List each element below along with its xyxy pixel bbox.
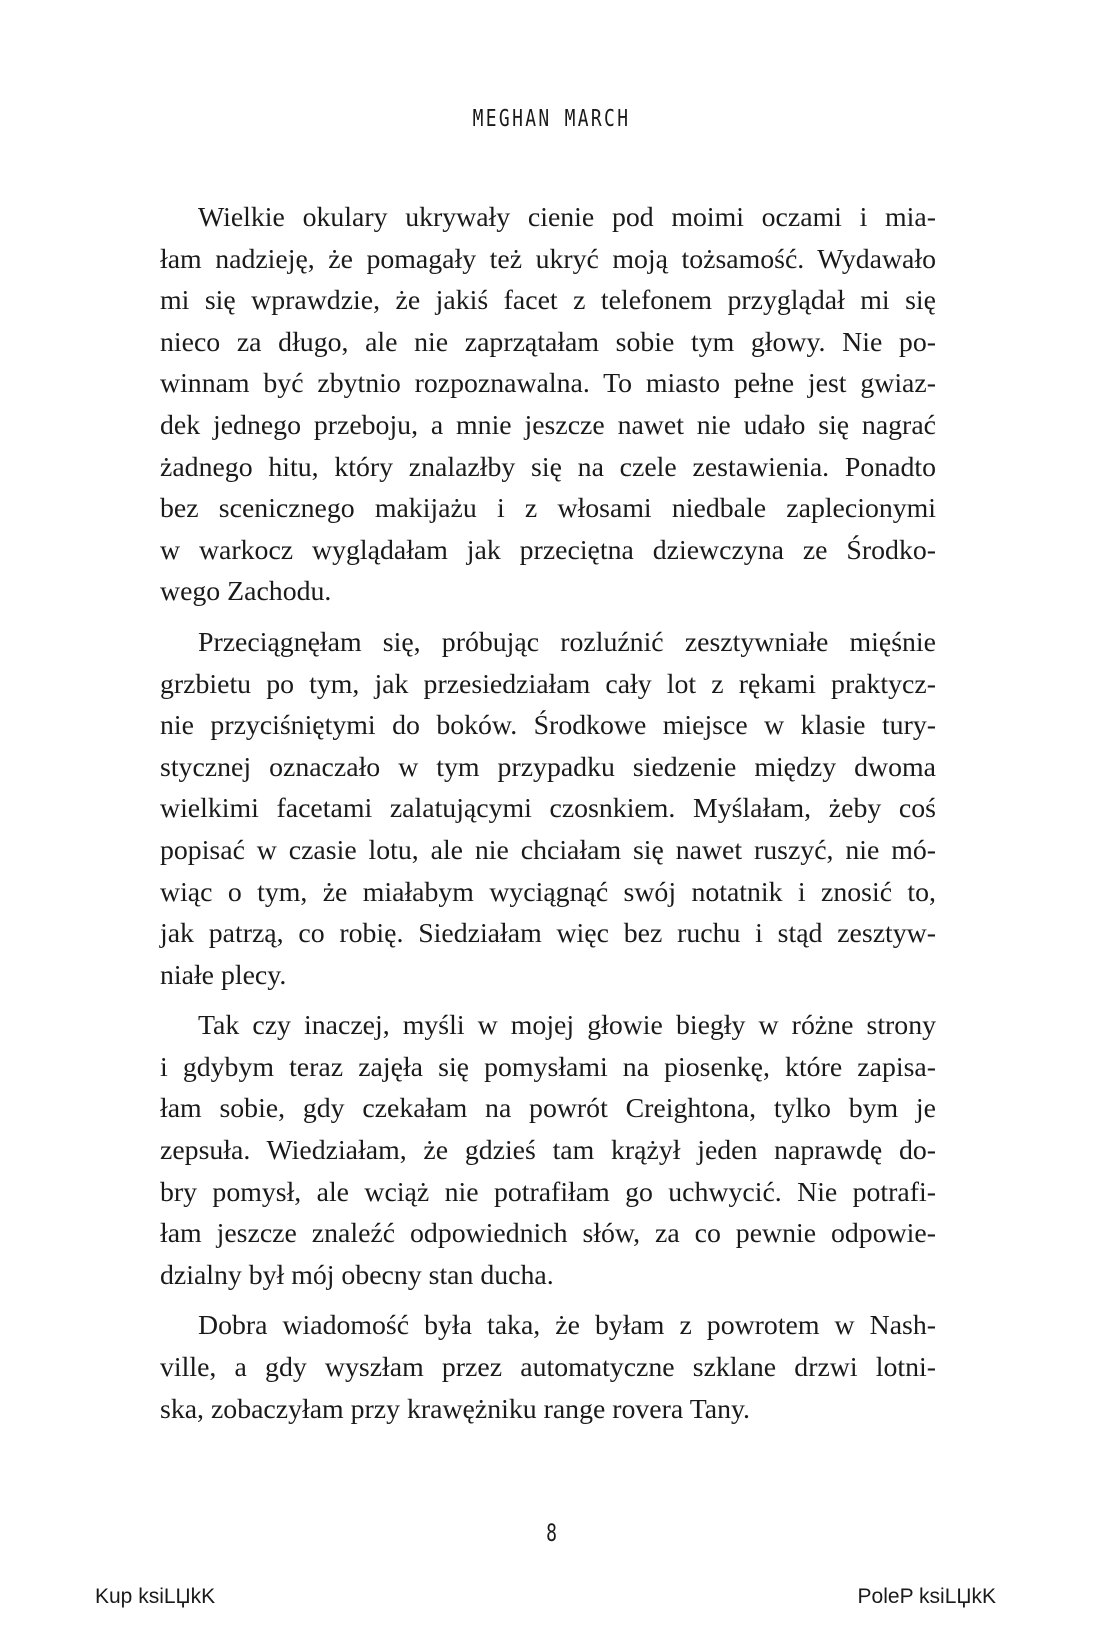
text-line: mi się wprawdzie, że jakiś facet z telefonem przyglądał mi się: [160, 285, 936, 317]
paragraph-3: [160, 1005, 936, 1296]
text-line: grzbietu po tym, jak przesiedziałam cały lot z rękami praktycz-: [160, 668, 936, 700]
text-line: popisać w czasie lotu, ale nie chciałam się nawet ruszyć, nie mó-: [160, 834, 936, 866]
buy-book-link[interactable]: Kup ksiLЏkK: [95, 1585, 216, 1608]
text-line: ska, zobaczyłam przy krawężniku range rovera Tany.: [160, 1393, 751, 1425]
text-line: Wielkie okulary ukrywały cienie pod moimi oczami i mia-: [198, 202, 936, 233]
text-line: łam jeszcze znaleźć odpowiednich słów, za co pewnie odpowie-: [160, 1218, 936, 1250]
text-line: Dobra wiadomość była taka, że byłam z powrotem w Nash-: [198, 1310, 936, 1342]
text-line: bry pomysł, ale wciąż nie potrafiłam go uchwycić. Nie potrafi-: [160, 1176, 936, 1208]
text-line: wielkimi facetami zalatującymi czosnkiem. Myślałam, żeby coś: [160, 793, 936, 825]
text-line: i gdybym teraz zajęła się pomysłami na piosenkę, które zapisa-: [160, 1051, 936, 1083]
text-line: w warkocz wyglądałam jak przeciętna dziewczyna ze Środko-: [160, 534, 936, 566]
text-line: winnam być zbytnio rozpoznawalna. To miasto pełne jest gwiaz-: [160, 368, 936, 400]
running-header-author: MEGHAN MARCH: [472, 106, 631, 132]
paragraph-2: [160, 622, 936, 996]
text-line: wiąc o tym, że miałabym wyciągnąć swój notatnik i znosić to,: [160, 876, 936, 908]
paragraph-4: [160, 1305, 936, 1430]
page-number: 8: [546, 1519, 557, 1547]
text-line: jak patrzą, co robię. Siedziałam więc bez ruchu i stąd zesztyw-: [160, 918, 936, 950]
recommend-book-link[interactable]: PoleP ksiLЏkK: [857, 1585, 996, 1608]
text-line: Tak czy inaczej, myśli w mojej głowie biegły w różne strony: [198, 1010, 936, 1042]
text-line: nieco za długo, ale nie zaprzątałam sobie tym głowy. Nie po-: [160, 326, 936, 358]
text-line: zepsuła. Wiedziałam, że gdzieś tam krążył jeden naprawdę do-: [160, 1135, 936, 1167]
text-line: bez scenicznego makijażu i z włosami niedbale zaplecionymi: [160, 493, 936, 525]
text-line: wego Zachodu.: [160, 576, 332, 608]
paragraph-1: [160, 197, 936, 613]
text-line: żadnego hitu, który znalazłby się na czele zestawienia. Ponadto: [160, 451, 936, 483]
body-text: [160, 197, 936, 1430]
text-line: nie przyciśniętymi do boków. Środkowe miejsce w klasie tury-: [160, 710, 936, 742]
text-line: Przeciągnęłam się, próbując rozluźnić zesztywniałe mięśnie: [198, 626, 936, 658]
text-line: łam sobie, gdy czekałam na powrót Creightona, tylko bym je: [160, 1093, 936, 1125]
text-line: stycznej oznaczało w tym przypadku siedzenie między dwoma: [160, 751, 936, 783]
text-line: łam nadzieję, że pomagały też ukryć moją tożsamość. Wydawało: [160, 243, 936, 275]
text-line: ville, a gdy wyszłam przez automatyczne szklane drzwi lotni-: [160, 1352, 936, 1384]
text-line: dzialny był mój obecny stan ducha.: [160, 1259, 554, 1291]
text-line: dek jednego przeboju, a mnie jeszcze nawet nie udało się nagrać: [160, 409, 936, 441]
text-line: niałe plecy.: [160, 959, 287, 991]
